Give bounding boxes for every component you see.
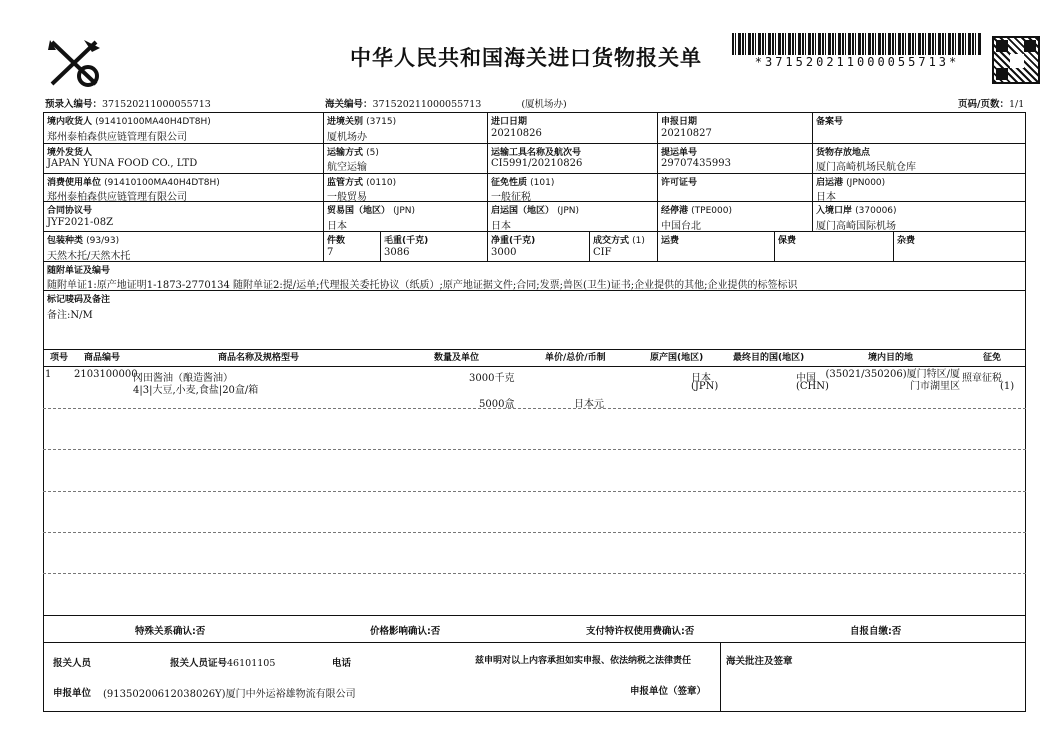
col-name: 商品名称及规格型号 xyxy=(218,353,300,363)
declare-date-label: 申报日期 xyxy=(661,117,698,127)
row-tax-mode-code: (1) xyxy=(1000,381,1015,392)
remarks-label: 标记唛码及备注 xyxy=(47,295,111,305)
bill-no-label: 提运单号 xyxy=(661,148,698,158)
net-weight-label: 净重(千克) xyxy=(491,236,536,246)
col-qty: 数量及单位 xyxy=(434,353,480,363)
col-tax-mode: 征免 xyxy=(983,353,1002,363)
row-currency: 日本元 xyxy=(574,399,604,410)
row-item-no: 1 xyxy=(45,369,52,380)
contract-label: 合同协议号 xyxy=(47,206,93,216)
declare-date-value: 20210827 xyxy=(661,128,712,139)
misc-fee-label: 杂费 xyxy=(897,236,916,246)
consumer-label: 消费使用单位 (91410100MA40H4DT8H) xyxy=(47,178,220,188)
tax-nature-value: 一般征税 xyxy=(491,192,531,203)
transport-tool-value: CI5991/20210826 xyxy=(491,158,583,169)
pre-entry-no: 预录入编号：371520211000055713 xyxy=(45,99,211,110)
col-hs-code: 商品编号 xyxy=(84,353,121,363)
qr-code-icon xyxy=(992,36,1040,84)
transport-mode-label: 运输方式 (5) xyxy=(327,148,379,158)
storage-value: 厦门高崎机场民航仓库 xyxy=(816,162,916,173)
bill-no-value: 29707435993 xyxy=(661,158,731,169)
form-frame xyxy=(43,112,1026,712)
departure-port-label: 启运港 (JPN000) xyxy=(816,178,886,188)
transport-mode-value: 航空运输 xyxy=(327,162,367,173)
price-effect-confirm: 价格影响确认:否 xyxy=(370,626,441,637)
col-origin: 原产国(地区) xyxy=(650,353,704,363)
row-dest-country: 中国 xyxy=(796,373,816,384)
import-date-label: 进口日期 xyxy=(491,117,528,127)
supervision-label: 监管方式 (0110) xyxy=(327,178,397,188)
customs-approval-label: 海关批注及签章 xyxy=(726,656,793,667)
col-domestic-dest: 境内目的地 xyxy=(868,353,914,363)
gross-weight-label: 毛重(千克) xyxy=(384,236,429,246)
entry-place-label: 入境口岸 (370006) xyxy=(816,206,897,216)
broker-label: 报关人员 xyxy=(53,658,92,669)
row-spec: 4|3|大豆,小麦,食盐|20盒/箱 xyxy=(133,385,259,396)
row-origin: 日本 xyxy=(691,373,711,384)
page-count: 页码/页数：1/1 xyxy=(958,99,1025,110)
row-qty1: 3000千克 xyxy=(469,373,515,384)
consignee-label: 境内收货人 (91410100MA40H4DT8H) xyxy=(47,117,211,127)
pieces-value: 7 xyxy=(327,247,334,258)
import-date-value: 20210826 xyxy=(491,128,542,139)
declarant-seal-label: 申报单位（签章） xyxy=(630,686,707,697)
transport-tool-label: 运输工具名称及航次号 xyxy=(491,148,582,158)
packing-label: 包装种类 (93/93) xyxy=(47,236,120,246)
customs-no: 海关编号：371520211000055713 (厦机场办) xyxy=(325,99,567,110)
transit-port-value: 中国台北 xyxy=(661,221,701,232)
remarks-value: 备注:N/M xyxy=(47,310,93,321)
tax-nature-label: 征免性质 (101) xyxy=(491,178,555,188)
entry-place-value: 厦门高崎国际机场 xyxy=(816,221,896,232)
trade-country-value: 日本 xyxy=(327,221,347,232)
declarant-value: (91350200612038026Y)厦门中外运裕雄物流有限公司 xyxy=(103,689,356,700)
origin-country-value: 日本 xyxy=(491,221,511,232)
entry-port-label: 进境关别 (3715) xyxy=(327,117,397,127)
special-relation-confirm: 特殊关系确认:否 xyxy=(135,626,206,637)
page-title: 中华人民共和国海关进口货物报关单 xyxy=(350,46,702,70)
row-tax-mode: 照章征税 xyxy=(962,373,1002,384)
col-item-no: 项号 xyxy=(50,353,69,363)
net-weight-value: 3000 xyxy=(491,247,517,258)
documents-label: 随附单证及编号 xyxy=(47,266,111,276)
phone-label: 电话 xyxy=(332,658,352,669)
gross-weight-value: 3086 xyxy=(384,247,410,258)
consumer-value: 郑州泰柏森供应链管理有限公司 xyxy=(47,192,187,203)
declarant-label: 申报单位 xyxy=(53,688,92,699)
barcode xyxy=(732,33,982,55)
documents-value: 随附单证1:原产地证明1-1873-2770134 随附单证2:提/运单;代理报关委托协议（纸质）;原产地证据文件;合同;发票;兽医(卫生)证书;企业提供的其他;企业提供的标签标识 xyxy=(47,280,798,291)
row-hs-code: 2103100000 xyxy=(74,369,138,380)
customs-emblem-icon xyxy=(44,36,104,90)
royalty-confirm: 支付特许权使用费确认:否 xyxy=(586,626,695,637)
consignor-value: JAPAN YUNA FOOD CO., LTD xyxy=(47,158,198,169)
deal-mode-value: CIF xyxy=(593,247,612,258)
record-no-label: 备案号 xyxy=(816,117,844,127)
consignor-label: 境外发货人 xyxy=(47,148,93,158)
legal-statement: 兹申明对以上内容承担如实申报、依法纳税之法律责任 xyxy=(475,656,692,666)
row-qty2: 5000盒 xyxy=(479,399,515,410)
row-domestic-dest: (35021/350206)厦门特区/厦门市湖里区 xyxy=(825,369,960,392)
license-label: 许可证号 xyxy=(661,178,698,188)
row-origin-code: (JPN) xyxy=(691,381,719,392)
storage-label: 货物存放地点 xyxy=(816,148,871,158)
departure-port-value: 日本 xyxy=(816,192,836,203)
freight-label: 运费 xyxy=(661,236,680,246)
col-dest-country: 最终目的国(地区) xyxy=(733,353,805,363)
consignee-value: 郑州泰柏森供应链管理有限公司 xyxy=(47,132,187,143)
transit-port-label: 经停港 (TPE000) xyxy=(661,206,732,216)
insurance-label: 保费 xyxy=(778,236,797,246)
row-name: 冈田酱油（酿造酱油） xyxy=(133,373,233,384)
pieces-label: 件数 xyxy=(327,236,346,246)
trade-country-label: 贸易国（地区） (JPN) xyxy=(327,206,415,216)
row-dest-country-code: (CHN) xyxy=(796,381,829,392)
col-price: 单价/总价/币制 xyxy=(545,353,606,363)
barcode-text: *371520211000055713* xyxy=(754,55,960,69)
packing-value: 天然木托/天然木托 xyxy=(47,251,131,262)
supervision-value: 一般贸易 xyxy=(327,192,367,203)
broker-cert: 报关人员证号46101105 xyxy=(170,658,276,669)
deal-mode-label: 成交方式 (1) xyxy=(593,236,645,246)
entry-port-value: 厦机场办 xyxy=(327,132,367,143)
self-report-confirm: 自报自缴:否 xyxy=(850,626,902,637)
origin-country-label: 启运国（地区） (JPN) xyxy=(491,206,579,216)
contract-value: JYF2021-08Z xyxy=(47,217,114,228)
